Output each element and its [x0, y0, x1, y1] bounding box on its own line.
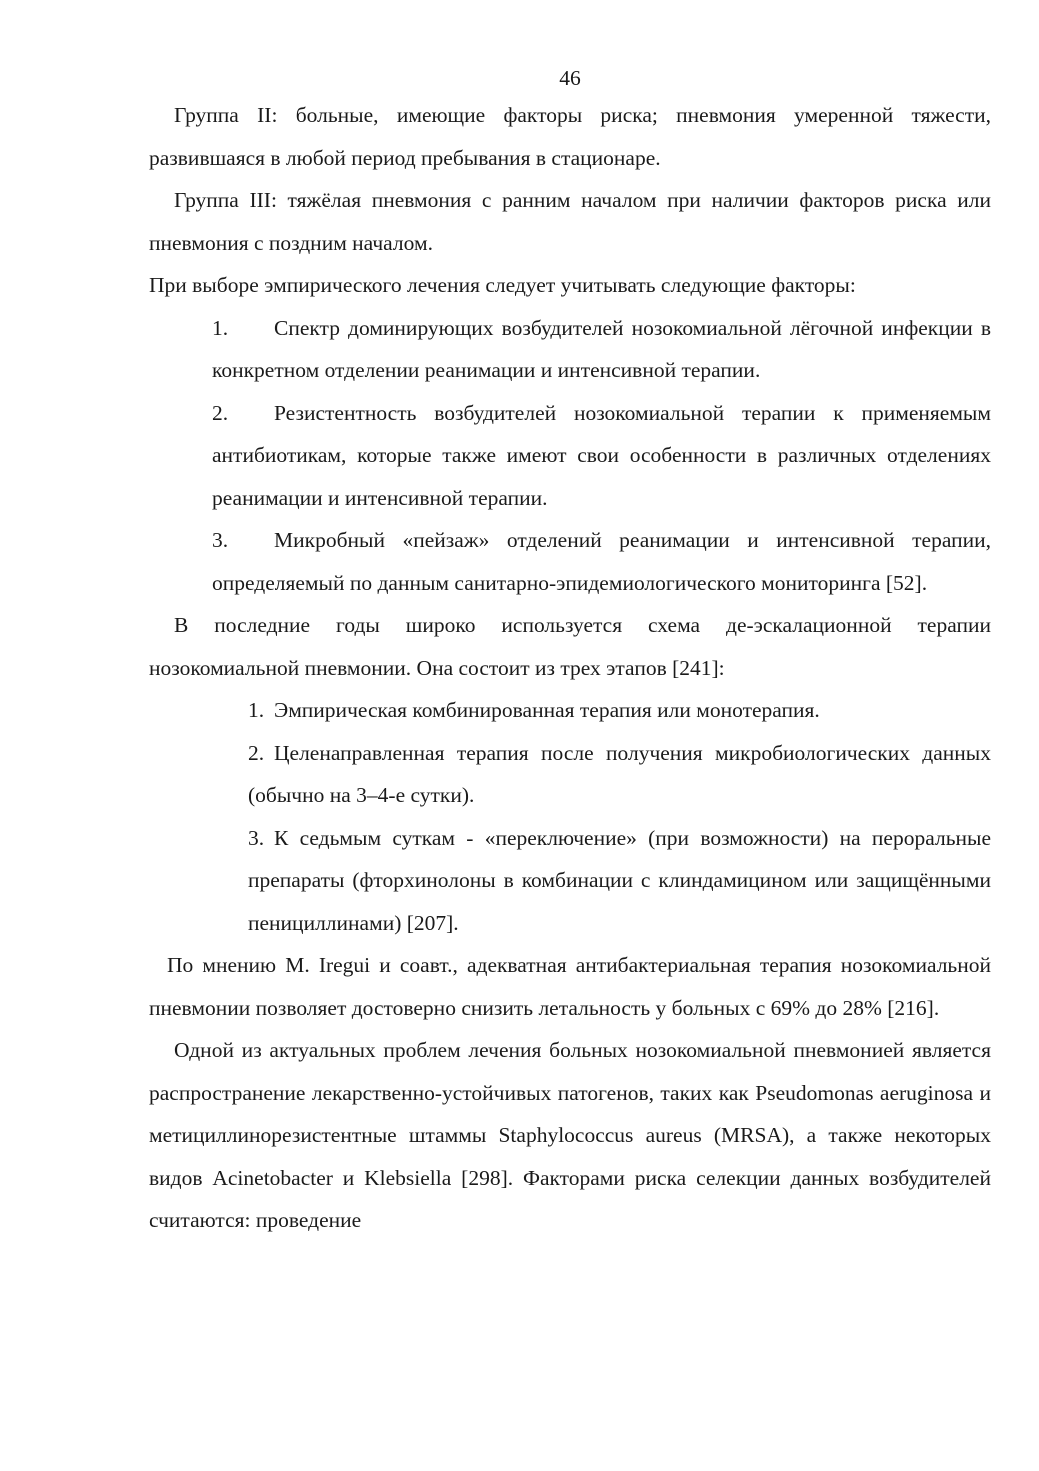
list-item-number: 2.: [248, 740, 265, 765]
list-item: [212, 307, 991, 392]
paragraph-deescalation-intro: В последние годы широко используется схема де-эскалационной терапии нозокомиальной пневмонии. Она состоит из трех этапов [241]:: [149, 613, 991, 680]
list-item: [248, 732, 991, 817]
paragraph-factors-intro: При выборе эмпирического лечения следует учитывать следующие факторы:: [149, 273, 856, 297]
list-item-number: 3.: [212, 528, 229, 552]
list-item: [212, 519, 991, 604]
paragraph-iregui: По мнению M. Iregui и соавт., адекватная антибактериальная терапия нозокомиальной пневмонии позволяет достоверно снизить летальность у больных с 69% до 28% [216].: [149, 953, 991, 1020]
list-item-number: 1.: [212, 315, 229, 340]
factors-list: [149, 307, 991, 605]
list-item: [248, 817, 991, 945]
list-item-text: Целенаправленная терапия после получения микробиологических данных (обычно на 3–4-е сутки).: [248, 740, 991, 807]
list-item-text: К седьмым суткам - «переключение» (при возможности) на пероральные препараты (фторхинолоны в комбинации с клиндамицином или защищёнными пенициллинами) [207].: [248, 825, 991, 935]
list-item-number: 2.: [212, 400, 229, 425]
paragraph-resistant-pathogens: Одной из актуальных проблем лечения больных нозокомиальной пневмонией является распространение лекарственно-устойчивых патогенов, таких как Pseudomonas aeruginosa и метициллинорезистентные штаммы Staphylococcus aureus (MRSA), а также некоторых видов Acinetobacter и Klebsiella [298]. Факторами риска селекции данных возбудителей считаются: проведение: [149, 1038, 991, 1232]
list-item-text: Микробный «пейзаж» отделений реанимации и интенсивной терапии, определяемый по данным санитарно-эпидемиологического мониторинга [52].: [212, 528, 991, 595]
page-number: 46: [559, 66, 581, 90]
paragraph-group-3: Группа III: тяжёлая пневмония с ранним началом при наличии факторов риска или пневмония с поздним началом.: [149, 188, 991, 255]
stages-list: [149, 689, 991, 944]
list-item-text: Резистентность возбудителей нозокомиальной терапии к применяемым антибиотикам, которые также имеют свои особенности в различных отделениях реанимации и интенсивной терапии.: [212, 400, 991, 510]
paragraph-group-2: Группа II: больные, имеющие факторы риска; пневмония умеренной тяжести, развившаяся в любой период пребывания в стационаре.: [149, 103, 991, 170]
list-item-text: Спектр доминирующих возбудителей нозокомиальной лёгочной инфекции в конкретном отделении реанимации и интенсивной терапии.: [212, 315, 991, 382]
list-item-number: 3.: [248, 825, 265, 850]
list-item: [248, 689, 991, 732]
document-page: [149, 62, 991, 1242]
list-item: [212, 392, 991, 520]
list-item-number: 1.: [248, 698, 265, 722]
list-item-text: Эмпирическая комбинированная терапия или монотерапия.: [274, 698, 820, 722]
